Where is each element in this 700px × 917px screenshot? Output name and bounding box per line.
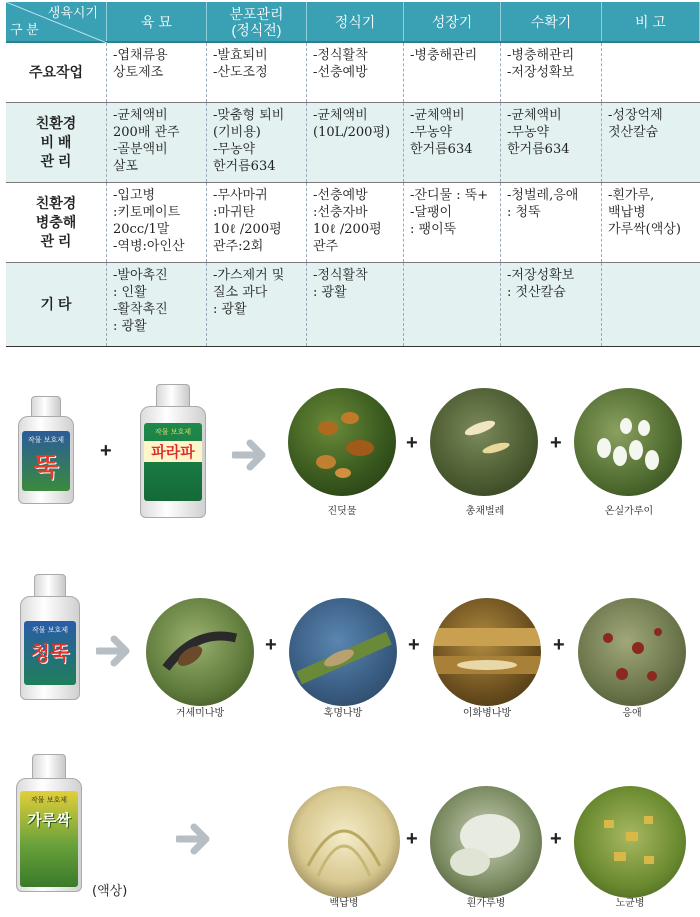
product-name: 파라파 [144,441,202,462]
product-row-1 [0,380,700,530]
table-row [6,43,700,103]
pest-image-thrips [430,388,538,496]
table-cell: -선충예방 :선충자바 10ℓ /200평 관주 [307,183,404,262]
table-cell: -병충해관리 -저장성확보 [501,43,602,102]
table-cell: -무사마귀 :마귀탄 10ℓ /200평 관주:2회 [207,183,307,262]
pest-caption: 거세미나방 [175,708,225,719]
table-cell: -균체액비 200배 관주 -골분액비 살포 [107,103,207,182]
bottle-cheongttuk [16,574,84,702]
plus-icon: + [408,634,420,656]
product-name: 뚝 [33,453,59,483]
table-cell: -가스제거 및 질소 과다 : 광활 [207,263,307,346]
table-row [6,183,700,263]
table-cell: -저장성확보 : 젓산칼슘 [501,263,602,346]
plus-icon: + [100,440,112,462]
pest-caption: 응애 [622,708,642,719]
pest-caption: 백납병 [329,898,359,909]
table-row [6,103,700,183]
header-harvest: 수확기 [501,2,602,41]
corner-top-label: 생육시기 [47,5,98,20]
table-row [6,263,700,347]
schedule-table [6,2,700,347]
table-cell: -발아촉진 : 인활 -활착촉진 : 광활 [107,263,207,346]
pest-image-mite [578,598,686,706]
plus-icon: + [550,432,562,454]
product-name: 청뚝 [30,641,70,665]
pest-image-aphid [288,388,396,496]
arrow-right-icon [232,438,268,472]
table-header-row [6,2,700,43]
pest-caption: 혹명나방 [323,708,363,719]
table-cell: -흰가루, 백납병 가루싹(액상) [608,188,681,237]
table-cell: -균체액비 (10L/200평) [307,103,404,182]
plus-icon: + [550,828,562,850]
pest-image-powdery-mildew [430,786,542,898]
plus-icon: + [265,634,277,656]
row-label: 친환경 비 배 관 리 [6,103,107,182]
table-cell [404,263,501,346]
pest-caption: 진딧물 [327,506,357,517]
corner-bottom-label: 구 분 [10,22,39,37]
table-cell: -잔디물 : 뚝+ -달팽이 : 팽이뚝 [404,183,501,262]
pest-image-leaffolder [289,598,397,706]
table-cell: -정식활착 -선충예방 [307,43,404,102]
label-top-text: 작물 보호제 [31,626,69,634]
label-top-text: 작물 보호제 [27,436,65,444]
header-seedling: 육 묘 [107,2,207,41]
product-row-2 [0,570,700,720]
pest-caption: 이화병나방 [462,708,512,719]
row-label: 기 타 [6,263,107,346]
table-cell: -정식활착 : 광활 [307,263,404,346]
bottle-ttuk [14,396,78,506]
liquid-note: (액상) [92,884,128,899]
table-cell: -발효퇴비 -산도조정 [207,43,307,102]
header-planting: 정식기 [307,2,404,41]
row-label: 친환경 병충해 관 리 [6,183,107,262]
product-name: 가루싹 [27,811,71,829]
bottle-parapa [136,384,210,520]
table-cell: -청벌레,응애 : 청뚝 [501,183,602,262]
table-cell: -입고병 :키토메이트 20cc/1말 -역병:아인산 [107,183,207,262]
plus-icon: + [553,634,565,656]
pest-caption: 노균병 [615,898,645,909]
table-cell: -병충해관리 [404,43,501,102]
pest-image-white-rust [288,786,400,898]
plus-icon: + [406,432,418,454]
table-cell: -엽채류용 상토제조 [107,43,207,102]
pest-image-whitefly [574,388,682,496]
bottle-garussak [12,754,86,894]
arrow-right-icon [176,822,212,856]
header-growth: 성장기 [404,2,501,41]
table-cell: -균체액비 -무농약 한거름634 [404,103,501,182]
product-row-3 [0,750,700,910]
table-cell [602,263,700,346]
label-top-text: 작물 보호제 [154,428,192,436]
pest-caption: 총채벌레 [465,506,505,517]
table-cell: -맞춤형 퇴비 (기비용) -무농약 한거름634 [207,103,307,182]
pest-caption: 흰가루병 [466,898,506,909]
row-label: 주요작업 [6,43,107,102]
label-top-text: 작물 보호제 [30,796,68,804]
header-remarks: 비 고 [602,2,700,41]
table-cell: -성장억제 젓산칼슘 [608,108,663,140]
arrow-right-icon [96,634,132,668]
pest-image-stemborer [433,598,541,706]
plus-icon: + [406,828,418,850]
corner-cell [6,2,107,41]
pest-image-downy-mildew [574,786,686,898]
header-pre-planting: 분포관리 (정식전) [207,2,307,41]
table-cell: -균체액비 -무농약 한거름634 [501,103,602,182]
pest-image-cutworm [146,598,254,706]
table-cell [602,43,700,102]
pest-caption: 온실가루이 [604,506,654,517]
